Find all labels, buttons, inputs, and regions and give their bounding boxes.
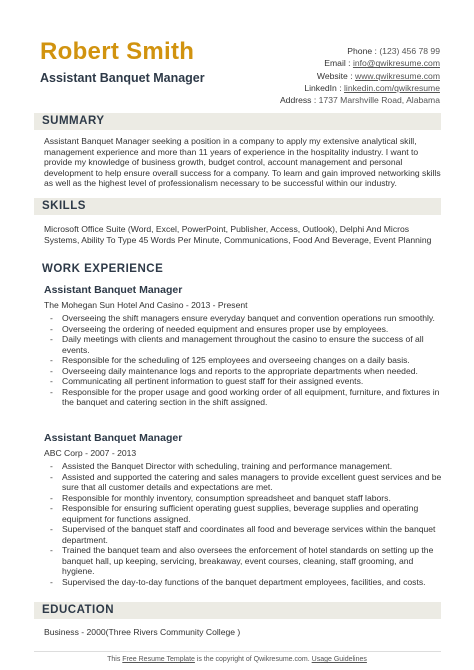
list-item: - Overseeing daily maintenance logs and reports to the appropriate departments when needed. xyxy=(50,366,442,377)
candidate-title: Assistant Banquet Manager xyxy=(40,71,205,85)
footer-middle: is the copyright of Qwikresume.com. xyxy=(196,656,310,663)
skills-heading: SKILLS xyxy=(34,198,441,215)
summary-heading: SUMMARY xyxy=(34,113,441,130)
list-item: - Responsible for monthly inventory, consumption spreadsheet and banquet staff labors. xyxy=(50,493,442,504)
linkedin-link[interactable]: linkedin.com/qwikresume xyxy=(344,82,440,93)
list-item: - Overseeing the shift managers ensure everyday banquet and convention operations run smoothly. xyxy=(50,313,442,324)
job-1-title: Assistant Banquet Manager xyxy=(44,284,183,296)
footer-divider xyxy=(34,651,441,652)
list-item: - Trained the banquet team and also oversees the enforcement of hotel standards on setting up the banquet hall, up keeping, servicing, breakaway, event courses, cleaning, staff grooming, and hygiene. xyxy=(50,545,442,577)
footer-prefix: This xyxy=(107,656,121,663)
list-item: - Responsible for ensuring sufficient operating guest supplies, beverage supplies and operating equipment for functions assigned. xyxy=(50,503,442,524)
job-2-meta: ABC Corp - 2007 - 2013 xyxy=(44,448,137,458)
work-experience-heading: WORK EXPERIENCE xyxy=(42,263,164,275)
candidate-name: Robert Smith xyxy=(40,38,195,65)
phone-label: Phone : xyxy=(347,46,377,56)
email-label: Email : xyxy=(324,58,351,69)
list-item: - Supervised of the banquet staff and coordinates all food and beverage services within the banquet department. xyxy=(50,524,442,545)
contact-block xyxy=(280,45,440,106)
free-resume-template-link[interactable]: Free Resume Template xyxy=(122,656,195,663)
job-2-bullets xyxy=(50,461,442,587)
address-value: 1737 Marshville Road, Alabama xyxy=(318,95,440,106)
list-item: - Assisted the Banquet Director with scheduling, training and performance management. xyxy=(50,461,442,472)
list-item: - Daily meetings with clients and management throughout the casino to ensure the success of all events. xyxy=(50,334,442,355)
address-label: Address : xyxy=(279,95,317,106)
contact-phone xyxy=(280,45,440,57)
job-1-bullets xyxy=(50,313,442,408)
education-heading: EDUCATION xyxy=(34,602,441,619)
contact-linkedin xyxy=(280,82,440,94)
website-link[interactable]: www.qwikresume.com xyxy=(354,70,440,81)
list-item: - Responsible for the proper usage and good working order of all equipment, furniture, and fixtures in the banquet and catering section in the shift assigned. xyxy=(50,387,442,408)
linkedin-label: LinkedIn : xyxy=(304,82,342,93)
email-link[interactable]: info@qwikresume.com xyxy=(352,58,440,69)
education-text: Business - 2000(Three Rivers Community College ) xyxy=(44,627,241,637)
footer xyxy=(0,656,474,663)
contact-email xyxy=(280,57,440,69)
summary-text: Assistant Banquet Manager seeking a position in a company to apply my extensive analytical skill, management experience and more than 11 years of experience in the hospitality industry. I want to provide my knowledge of business growth, budget control, account management and personal development to help ensure overall success for a company. To learn and gain improved networking skills as well as the highest level of professionalism necessary to be successful within our industry. xyxy=(44,136,441,188)
list-item: - Responsible for the scheduling of 125 employees and overseeing changes on a daily basis. xyxy=(50,355,442,366)
contact-address xyxy=(280,94,440,106)
list-item: - Overseeing the ordering of needed equipment and ensures proper use by employees. xyxy=(50,324,442,335)
job-1-meta: The Mohegan Sun Hotel And Casino - 2013 - Present xyxy=(44,300,248,310)
phone-value: (123) 456 78 99 xyxy=(379,46,440,56)
list-item: - Supervised the day-to-day functions of the banquet department employees, facilities, and costs. xyxy=(50,577,442,588)
skills-text: Microsoft Office Suite (Word, Excel, PowerPoint, Publisher, Access, Outlook), Delphi And Micros Systems, Ability To Type 45 Words Per Minute, Communications, Food And Beverage, Event Planning xyxy=(44,224,432,245)
contact-website xyxy=(280,70,440,82)
job-2-title: Assistant Banquet Manager xyxy=(44,432,183,444)
list-item: - Assisted and supported the catering and sales managers to provide excellent guest services and be sure that all customer details and expectations are met. xyxy=(50,472,442,493)
usage-guidelines-link[interactable]: Usage Guidelines xyxy=(311,656,367,663)
website-label: Website : xyxy=(316,70,353,81)
list-item: - Communicating all pertinent information to guest staff for their assigned events. xyxy=(50,376,442,387)
